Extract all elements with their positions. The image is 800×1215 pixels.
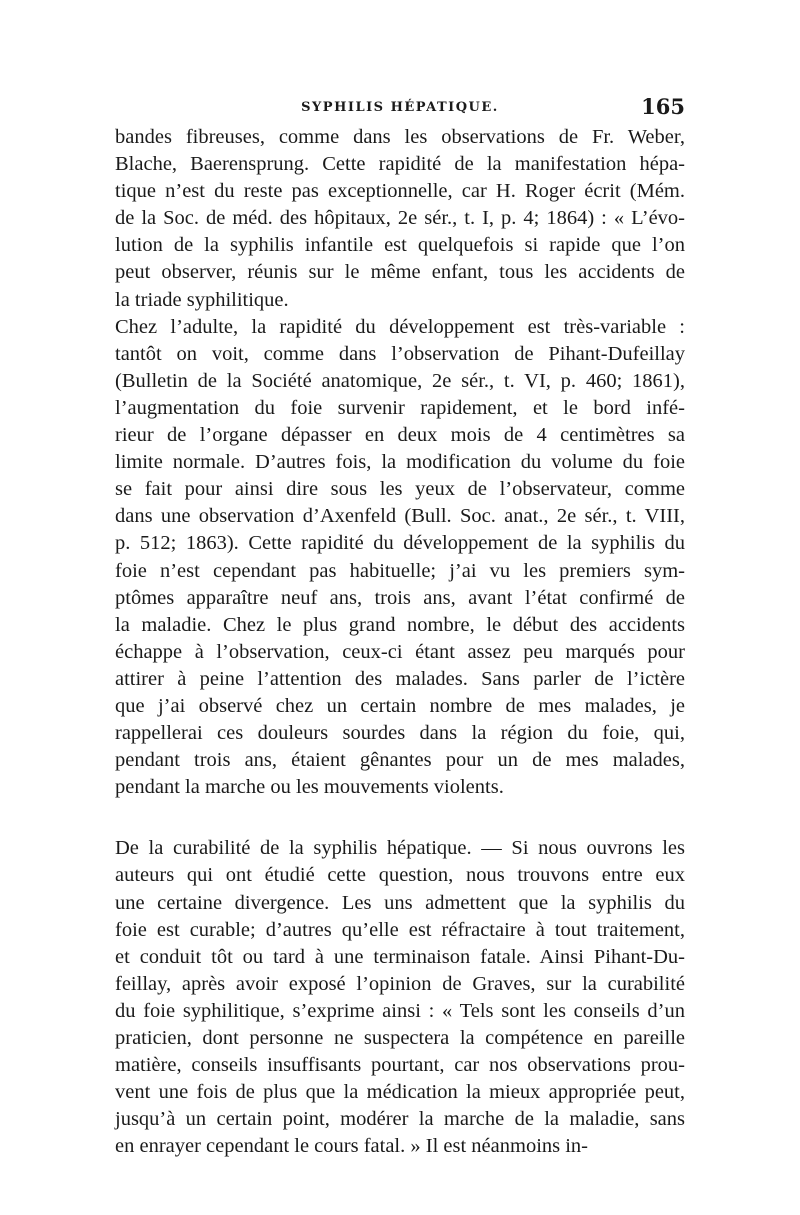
text-line: De la curabilité de la syphilis hépatique. — Si nous ouvrons les [115,837,685,860]
text-line: en enrayer cependant le cours fatal. » Il est néanmoins in- [115,1135,589,1158]
page-number: 165 [641,94,685,119]
text-line: rappellerai ces douleurs sourdes dans la région du foie, qui, [115,722,685,745]
text-line: se fait pour ainsi dire sous les yeux de l’observateur, comme [115,478,685,501]
paragraph-1 [115,124,685,314]
text-line: ptômes apparaître neuf ans, trois ans, avant l’état confirmé de [115,586,685,609]
text-line: pendant la marche ou les mouvements violents. [115,776,504,799]
text-line: praticien, dont personne ne suspectera la compétence en pareille [115,1027,685,1049]
text-line: p. 512; 1863). Cette rapidité du développement de la syphilis du [115,532,685,555]
text-line: auteurs qui ont étudié cette question, nous trouvons entre eux [115,864,685,887]
text-line: une certaine divergence. Les uns admettent que la syphilis du [115,891,685,914]
text-line: pendant trois ans, étaient gênantes pour un de mes malades, [115,749,685,772]
text-line: tique n’est du reste pas exceptionnelle, car H. Roger écrit (Mém. [115,180,685,203]
text-line: bandes fibreuses, comme dans les observations de Fr. Weber, [115,126,685,148]
text-line: peut observer, réunis sur le même enfant, tous les accidents de [115,261,685,284]
text-line: que j’ai observé chez un certain nombre de mes malades, je [115,694,685,717]
paragraph-3 [115,835,685,1160]
text-line: la maladie. Chez le plus grand nombre, le début des accidents [115,613,685,636]
text-line: Blache, Baerensprung. Cette rapidité de la manifestation hépa- [115,153,685,176]
text-line: foie n’est cependant pas habituelle; j’ai vu les premiers sym- [115,559,685,582]
text-line: feillay, après avoir exposé l’opinion de Graves, sur la curabilité [115,972,685,995]
text-line: du foie syphilitique, s’exprime ainsi : « Tels sont les conseils d’un [115,999,685,1022]
text-line: jusqu’à un certain point, modérer la marche de la maladie, sans [115,1108,685,1131]
text-line: Chez l’adulte, la rapidité du développement est très-variable : [115,315,685,338]
text-line: échappe à l’observation, ceux-ci étant assez peu marqués pour [115,640,685,663]
text-line: rieur de l’organe dépasser en deux mois de 4 centimètres sa [115,424,685,447]
text-line: foie est curable; d’autres qu’elle est réfractaire à tout traitement, [115,918,685,941]
text-line: lution de la syphilis infantile est quelquefois si rapide que l’on [115,234,685,257]
text-line: et conduit tôt ou tard à une terminaison fatale. Ainsi Pihant-Du- [115,945,685,968]
text-line: l’augmentation du foie survenir rapidement, et le bord infé- [115,396,685,419]
text-line: dans une observation d’Axenfeld (Bull. Soc. anat., 2e sér., t. VIII, [115,505,685,528]
text-line: la triade syphilitique. [115,288,289,311]
text-line: de la Soc. de méd. des hôpitaux, 2e sér., t. I, p. 4; 1864) : « L’évo- [115,207,685,230]
text-line: matière, conseils insuffisants pourtant, car nos observations prou- [115,1054,685,1077]
body-text [115,124,685,1160]
running-title: SYPHILIS HÉPATIQUE. [301,100,499,115]
paragraph-2 [115,314,685,802]
text-line: tantôt on voit, comme dans l’observation de Pihant-Dufeillay [115,342,685,365]
text-line: vent une fois de plus que la médication la mieux appropriée peut, [115,1081,685,1104]
text-line: attirer à peine l’attention des malades. Sans parler de l’ictère [115,667,685,690]
section-gap [115,801,685,835]
text-line: (Bulletin de la Société anatomique, 2e sér., t. VI, p. 460; 1861), [115,369,685,392]
text-line: limite normale. D’autres fois, la modification du volume du foie [115,451,685,474]
